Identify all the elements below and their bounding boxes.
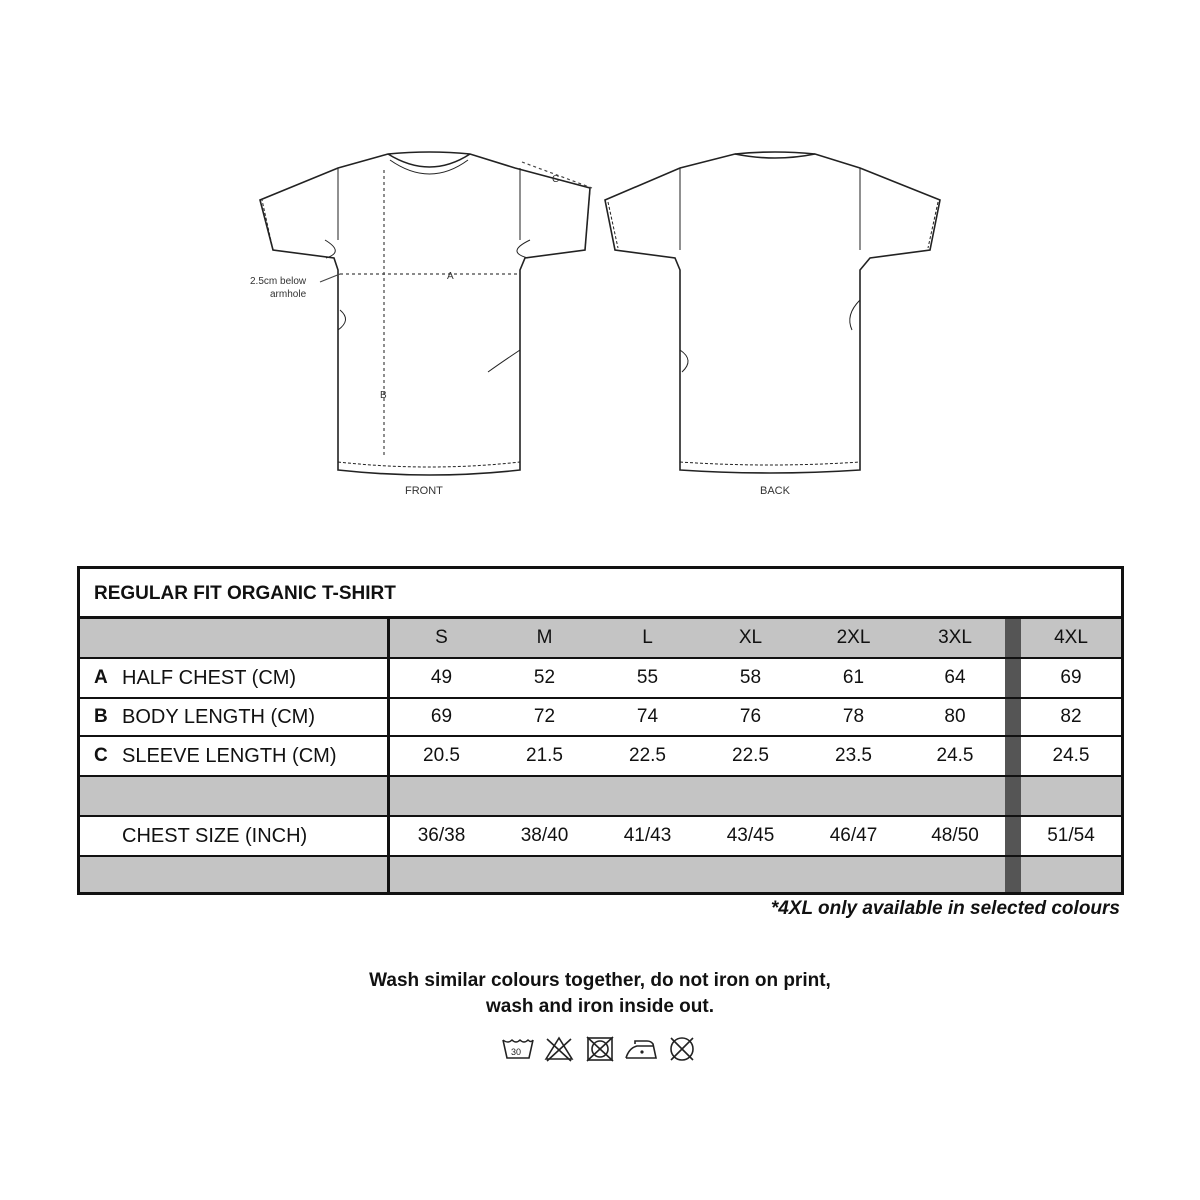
table-cell: 24.5 — [1052, 745, 1090, 766]
table-cell: 55 — [636, 667, 659, 688]
column-separator — [1005, 619, 1021, 657]
table-cell: 82 — [1060, 706, 1082, 727]
half-chest-row — [80, 659, 1121, 699]
table-cell: 22.5 — [629, 745, 666, 766]
table-cell: 64 — [944, 667, 966, 688]
care-line-1: Wash similar colours together, do not iron on print, — [369, 970, 831, 991]
table-cell: 74 — [636, 706, 659, 727]
size-header-row — [80, 619, 1121, 659]
bottom-label-cell — [80, 857, 390, 892]
do-not-bleach-icon — [541, 1034, 577, 1064]
row-label — [80, 699, 390, 735]
iron-low-icon — [623, 1034, 659, 1064]
care-line-2: wash and iron inside out. — [485, 996, 715, 1017]
row-letter: A — [94, 667, 108, 688]
size-l-header: L — [642, 627, 653, 648]
do-not-tumble-dry-icon — [582, 1034, 618, 1064]
grey-bottom-row — [80, 857, 1121, 892]
back-label: BACK — [760, 485, 790, 497]
row-letter: C — [94, 745, 108, 766]
column-separator — [1005, 699, 1021, 735]
table-cell: 61 — [842, 667, 865, 688]
table-cell: 78 — [842, 706, 865, 727]
table-cell: 49 — [430, 667, 453, 688]
row-label-text: CHEST SIZE (INCH) — [122, 824, 308, 847]
table-cell: 20.5 — [423, 745, 460, 766]
row-label-text: BODY LENGTH (CM) — [122, 705, 315, 728]
table-cell: 43/45 — [726, 825, 775, 846]
table-cell: 23.5 — [835, 745, 872, 766]
wash-temp: 30 — [511, 1047, 522, 1057]
table-title: REGULAR FIT ORGANIC T-SHIRT — [80, 569, 1121, 619]
column-separator — [1005, 737, 1021, 775]
table-cell: 52 — [533, 667, 556, 688]
table-cell: 24.5 — [936, 745, 974, 766]
sleeve-length-row — [80, 737, 1121, 777]
tshirt-drawing — [240, 140, 960, 510]
table-cell: 48/50 — [931, 825, 979, 846]
row-label-text: SLEEVE LENGTH (CM) — [122, 744, 337, 767]
column-separator — [1005, 659, 1021, 697]
armhole-note-line2: armhole — [270, 289, 307, 300]
table-cell: 21.5 — [526, 745, 563, 766]
measure-b-label: B — [380, 390, 387, 401]
column-separator — [1005, 817, 1021, 855]
row-label — [80, 737, 390, 775]
size-4xl-header: 4XL — [1054, 627, 1088, 648]
table-cell: 36/38 — [417, 825, 466, 846]
size-m-header: M — [536, 627, 553, 648]
table-cell: 72 — [533, 706, 556, 727]
table-cell: 22.5 — [732, 745, 769, 766]
column-separator — [1005, 857, 1021, 892]
armhole-note-line1: 2.5cm below — [250, 276, 307, 287]
measure-a-label: A — [447, 271, 454, 282]
table-cell: 69 — [430, 706, 453, 727]
header-label-cell — [80, 619, 390, 657]
row-label-text: HALF CHEST (CM) — [122, 666, 297, 689]
table-cell: 51/54 — [1047, 825, 1095, 846]
care-instructions — [0, 968, 1200, 1020]
row-letter: B — [94, 706, 108, 727]
row-label — [80, 817, 390, 855]
grey-spacer-row — [80, 777, 1121, 817]
size-2xl-header: 2XL — [836, 627, 871, 648]
table-cell: 46/47 — [829, 825, 878, 846]
table-cell: 76 — [739, 706, 762, 727]
body-length-row — [80, 699, 1121, 737]
table-cell: 80 — [944, 706, 966, 727]
table-cell: 41/43 — [623, 825, 672, 846]
size-xl-header: XL — [738, 627, 763, 648]
wash-30-icon — [500, 1034, 536, 1064]
size-chart-table — [77, 566, 1124, 895]
size-s-header: S — [435, 627, 448, 648]
measure-c-label: C — [552, 174, 560, 185]
table-cell: 38/40 — [520, 825, 569, 846]
size-3xl-header: 3XL — [938, 627, 972, 648]
spacer-label-cell — [80, 777, 390, 815]
do-not-dry-clean-icon — [664, 1034, 700, 1064]
front-label: FRONT — [405, 485, 443, 497]
row-label — [80, 659, 390, 697]
care-icons — [500, 1034, 700, 1066]
availability-footnote: *4XL only available in selected colours — [770, 898, 1120, 919]
table-cell: 69 — [1060, 667, 1082, 688]
chest-size-inch-row — [80, 817, 1121, 857]
tshirt-diagram — [240, 140, 960, 510]
column-separator — [1005, 777, 1021, 815]
table-cell: 58 — [739, 667, 762, 688]
